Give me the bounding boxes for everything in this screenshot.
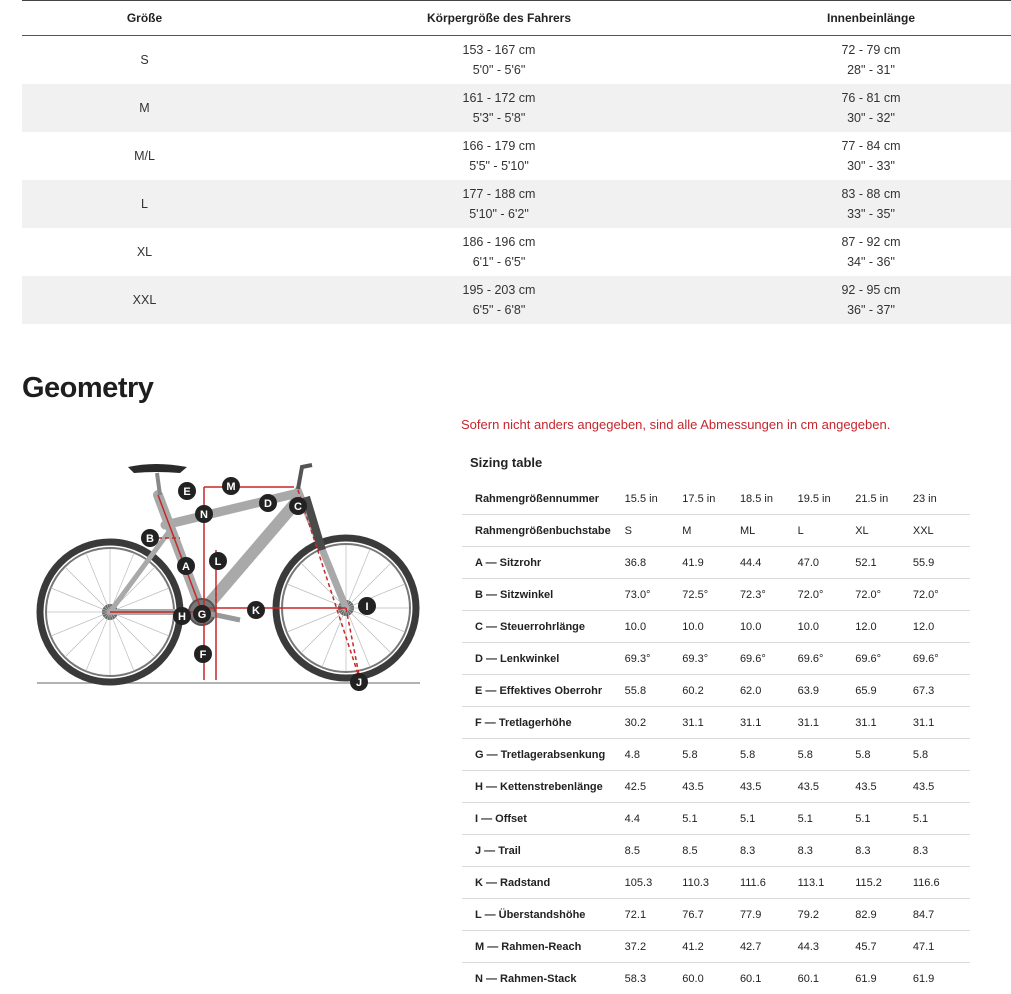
- height-ft: 5'5" - 5'10": [267, 156, 731, 176]
- inseam-in: 36" - 37": [731, 300, 1011, 320]
- rider-height-cell: [267, 228, 731, 276]
- size-cell: S: [22, 36, 267, 85]
- geometry-value: 77.9: [740, 899, 798, 931]
- size-row: [22, 276, 1011, 324]
- geometry-value: 60.1: [740, 963, 798, 994]
- inseam-cell: [731, 228, 1011, 276]
- geometry-value: 52.1: [855, 547, 913, 579]
- svg-text:N: N: [200, 509, 208, 521]
- geometry-row: [462, 771, 970, 803]
- geometry-row: [462, 611, 970, 643]
- geometry-value: 8.5: [682, 835, 740, 867]
- height-cm: 153 - 167 cm: [267, 40, 731, 60]
- geometry-value: 31.1: [682, 707, 740, 739]
- geometry-value: 18.5 in: [740, 483, 798, 515]
- geometry-value: 69.6°: [740, 643, 798, 675]
- height-ft: 5'0" - 5'6": [267, 60, 731, 80]
- rider-height-cell: [267, 36, 731, 85]
- handlebar: [298, 465, 312, 489]
- size-cell: XXL: [22, 276, 267, 324]
- rider-height-header: Körpergröße des Fahrers: [267, 1, 731, 36]
- geometry-row: [462, 867, 970, 899]
- geometry-value: 8.5: [625, 835, 683, 867]
- geometry-label: F — Tretlagerhöhe: [462, 707, 625, 739]
- geometry-value: 69.3°: [682, 643, 740, 675]
- size-row: [22, 132, 1011, 180]
- geometry-label: J — Trail: [462, 835, 625, 867]
- geometry-value: 61.9: [855, 963, 913, 994]
- geometry-row: [462, 931, 970, 963]
- geometry-label: G — Tretlagerabsenkung: [462, 739, 625, 771]
- geometry-value: 69.6°: [798, 643, 856, 675]
- geometry-value: 63.9: [798, 675, 856, 707]
- geometry-value: 67.3: [913, 675, 970, 707]
- geometry-value: 43.5: [682, 771, 740, 803]
- geometry-value: ML: [740, 515, 798, 547]
- geometry-value: 43.5: [913, 771, 970, 803]
- geometry-row: [462, 675, 970, 707]
- inseam-cm: 72 - 79 cm: [731, 40, 1011, 60]
- geometry-value: 111.6: [740, 867, 798, 899]
- geometry-value: 55.9: [913, 547, 970, 579]
- geometry-value: 12.0: [913, 611, 970, 643]
- geometry-value: 44.3: [798, 931, 856, 963]
- geometry-label: Rahmengrößenbuchstabe: [462, 515, 625, 547]
- geometry-value: 69.3°: [625, 643, 683, 675]
- size-cell: L: [22, 180, 267, 228]
- geometry-value: 55.8: [625, 675, 683, 707]
- geometry-value: 41.9: [682, 547, 740, 579]
- geometry-value: 82.9: [855, 899, 913, 931]
- size-chart-table: [22, 0, 1011, 324]
- geometry-row: [462, 899, 970, 931]
- geometry-value: 17.5 in: [682, 483, 740, 515]
- sizing-table-title: Sizing table: [470, 455, 542, 470]
- marker-d: [259, 494, 277, 512]
- geometry-value: 5.8: [682, 739, 740, 771]
- geometry-value: M: [682, 515, 740, 547]
- marker-n: [195, 505, 213, 523]
- geometry-value: 60.1: [798, 963, 856, 994]
- inseam-in: 34" - 36": [731, 252, 1011, 272]
- marker-g: [193, 605, 211, 623]
- geometry-row: [462, 515, 970, 547]
- svg-text:F: F: [200, 649, 207, 661]
- marker-a: [177, 557, 195, 575]
- geometry-value: 72.5°: [682, 579, 740, 611]
- geometry-value: 10.0: [682, 611, 740, 643]
- saddle: [128, 464, 187, 473]
- svg-text:D: D: [264, 498, 272, 510]
- size-row: [22, 84, 1011, 132]
- height-ft: 6'5" - 6'8": [267, 300, 731, 320]
- geometry-value: S: [625, 515, 683, 547]
- marker-m: [222, 477, 240, 495]
- inseam-in: 33" - 35": [731, 204, 1011, 224]
- geometry-value: 41.2: [682, 931, 740, 963]
- size-row: [22, 228, 1011, 276]
- height-cm: 161 - 172 cm: [267, 88, 731, 108]
- geometry-value: 5.8: [740, 739, 798, 771]
- geometry-label: L — Überstandshöhe: [462, 899, 625, 931]
- bike-geometry-diagram: [30, 455, 430, 695]
- marker-c: [289, 497, 307, 515]
- geometry-value: 31.1: [798, 707, 856, 739]
- geometry-row: [462, 643, 970, 675]
- height-ft: 5'3" - 5'8": [267, 108, 731, 128]
- height-ft: 5'10" - 6'2": [267, 204, 731, 224]
- geometry-value: 47.0: [798, 547, 856, 579]
- size-cell: M: [22, 84, 267, 132]
- svg-text:I: I: [365, 601, 368, 613]
- size-cell: XL: [22, 228, 267, 276]
- geometry-value: 60.2: [682, 675, 740, 707]
- geometry-value: 72.0°: [855, 579, 913, 611]
- size-row: [22, 36, 1011, 85]
- geometry-value: 31.1: [740, 707, 798, 739]
- geometry-value: 72.0°: [798, 579, 856, 611]
- geometry-value: 116.6: [913, 867, 970, 899]
- geometry-value: 37.2: [625, 931, 683, 963]
- inseam-cm: 92 - 95 cm: [731, 280, 1011, 300]
- rider-height-cell: [267, 276, 731, 324]
- height-cm: 166 - 179 cm: [267, 136, 731, 156]
- geometry-value: 4.4: [625, 803, 683, 835]
- geometry-value: 15.5 in: [625, 483, 683, 515]
- geometry-sizing-table: [462, 483, 970, 994]
- marker-e: [178, 482, 196, 500]
- marker-j: [350, 673, 368, 691]
- inseam-in: 30" - 33": [731, 156, 1011, 176]
- geometry-table-body: [462, 483, 970, 994]
- size-row: [22, 180, 1011, 228]
- geometry-label: D — Lenkwinkel: [462, 643, 625, 675]
- inseam-cm: 83 - 88 cm: [731, 184, 1011, 204]
- inseam-header: Innenbeinlänge: [731, 1, 1011, 36]
- geometry-label: N — Rahmen-Stack: [462, 963, 625, 994]
- geometry-label: K — Radstand: [462, 867, 625, 899]
- inseam-in: 30" - 32": [731, 108, 1011, 128]
- height-cm: 177 - 188 cm: [267, 184, 731, 204]
- height-ft: 6'1" - 6'5": [267, 252, 731, 272]
- units-note: Sofern nicht anders angegeben, sind alle Abmessungen in cm angegeben.: [461, 417, 890, 432]
- geometry-row: [462, 547, 970, 579]
- geometry-value: 23 in: [913, 483, 970, 515]
- geometry-value: L: [798, 515, 856, 547]
- geometry-value: 43.5: [855, 771, 913, 803]
- size-cell: M/L: [22, 132, 267, 180]
- geometry-value: 5.1: [855, 803, 913, 835]
- geometry-value: 8.3: [855, 835, 913, 867]
- marker-b: [141, 529, 159, 547]
- rider-height-cell: [267, 132, 731, 180]
- height-cm: 186 - 196 cm: [267, 232, 731, 252]
- marker-l: [209, 552, 227, 570]
- geometry-value: 47.1: [913, 931, 970, 963]
- geometry-value: 5.1: [740, 803, 798, 835]
- inseam-cm: 76 - 81 cm: [731, 88, 1011, 108]
- svg-text:H: H: [178, 611, 186, 623]
- geometry-value: 43.5: [798, 771, 856, 803]
- marker-i: [358, 597, 376, 615]
- measurement-lines: [110, 487, 360, 680]
- geometry-value: 65.9: [855, 675, 913, 707]
- geometry-label: H — Kettenstrebenlänge: [462, 771, 625, 803]
- svg-text:M: M: [226, 481, 235, 493]
- geometry-label: Rahmengrößennummer: [462, 483, 625, 515]
- geometry-value: 8.3: [798, 835, 856, 867]
- geometry-value: 115.2: [855, 867, 913, 899]
- geometry-value: 5.8: [855, 739, 913, 771]
- inseam-in: 28" - 31": [731, 60, 1011, 80]
- inseam-cell: [731, 36, 1011, 85]
- geometry-value: 10.0: [625, 611, 683, 643]
- geometry-value: 12.0: [855, 611, 913, 643]
- geometry-value: 19.5 in: [798, 483, 856, 515]
- inseam-cm: 87 - 92 cm: [731, 232, 1011, 252]
- geometry-label: M — Rahmen-Reach: [462, 931, 625, 963]
- marker-h: [173, 607, 191, 625]
- geometry-value: 84.7: [913, 899, 970, 931]
- geometry-value: 43.5: [740, 771, 798, 803]
- svg-text:B: B: [146, 533, 154, 545]
- geometry-value: 62.0: [740, 675, 798, 707]
- svg-text:C: C: [294, 501, 302, 513]
- marker-k: [247, 601, 265, 619]
- geometry-value: 10.0: [740, 611, 798, 643]
- geometry-row: [462, 579, 970, 611]
- svg-text:J: J: [356, 677, 362, 689]
- geometry-value: 76.7: [682, 899, 740, 931]
- geometry-value: 5.1: [913, 803, 970, 835]
- geometry-value: 73.0°: [625, 579, 683, 611]
- marker-f: [194, 645, 212, 663]
- geometry-value: 61.9: [913, 963, 970, 994]
- geometry-label: E — Effektives Oberrohr: [462, 675, 625, 707]
- geometry-value: 31.1: [855, 707, 913, 739]
- geometry-value: 10.0: [798, 611, 856, 643]
- geometry-label: B — Sitzwinkel: [462, 579, 625, 611]
- geometry-value: 45.7: [855, 931, 913, 963]
- size-chart-body: [22, 36, 1011, 325]
- geometry-value: 60.0: [682, 963, 740, 994]
- geometry-value: 5.8: [798, 739, 856, 771]
- geometry-value: 42.5: [625, 771, 683, 803]
- height-cm: 195 - 203 cm: [267, 280, 731, 300]
- geometry-value: 8.3: [740, 835, 798, 867]
- geometry-value: 5.8: [913, 739, 970, 771]
- rider-height-cell: [267, 180, 731, 228]
- geometry-row: [462, 803, 970, 835]
- inseam-cell: [731, 84, 1011, 132]
- geometry-value: 8.3: [913, 835, 970, 867]
- geometry-value: XXL: [913, 515, 970, 547]
- geometry-value: 58.3: [625, 963, 683, 994]
- geometry-value: 72.0°: [913, 579, 970, 611]
- geometry-value: 69.6°: [913, 643, 970, 675]
- inseam-cell: [731, 276, 1011, 324]
- geometry-value: 72.3°: [740, 579, 798, 611]
- geometry-value: 42.7: [740, 931, 798, 963]
- svg-text:K: K: [252, 605, 260, 617]
- size-header: Größe: [22, 1, 267, 36]
- geometry-title: Geometry: [22, 372, 153, 405]
- inseam-cm: 77 - 84 cm: [731, 136, 1011, 156]
- rider-height-cell: [267, 84, 731, 132]
- geometry-row: [462, 707, 970, 739]
- geometry-label: A — Sitzrohr: [462, 547, 625, 579]
- geometry-value: 44.4: [740, 547, 798, 579]
- geometry-value: 31.1: [913, 707, 970, 739]
- svg-text:E: E: [183, 486, 190, 498]
- svg-text:G: G: [198, 609, 207, 621]
- geometry-value: 72.1: [625, 899, 683, 931]
- geometry-value: 4.8: [625, 739, 683, 771]
- geometry-value: 30.2: [625, 707, 683, 739]
- geometry-value: 69.6°: [855, 643, 913, 675]
- geometry-row: [462, 739, 970, 771]
- geometry-row: [462, 483, 970, 515]
- geometry-value: 105.3: [625, 867, 683, 899]
- geometry-value: XL: [855, 515, 913, 547]
- geometry-row: [462, 835, 970, 867]
- geometry-value: 36.8: [625, 547, 683, 579]
- inseam-cell: [731, 132, 1011, 180]
- geometry-label: I — Offset: [462, 803, 625, 835]
- geometry-row: [462, 963, 970, 994]
- geometry-value: 5.1: [798, 803, 856, 835]
- inseam-cell: [731, 180, 1011, 228]
- svg-text:L: L: [215, 556, 222, 568]
- svg-text:A: A: [182, 561, 190, 573]
- geometry-value: 79.2: [798, 899, 856, 931]
- geometry-value: 21.5 in: [855, 483, 913, 515]
- geometry-label: C — Steuerrohrlänge: [462, 611, 625, 643]
- geometry-value: 5.1: [682, 803, 740, 835]
- geometry-value: 113.1: [798, 867, 856, 899]
- geometry-value: 110.3: [682, 867, 740, 899]
